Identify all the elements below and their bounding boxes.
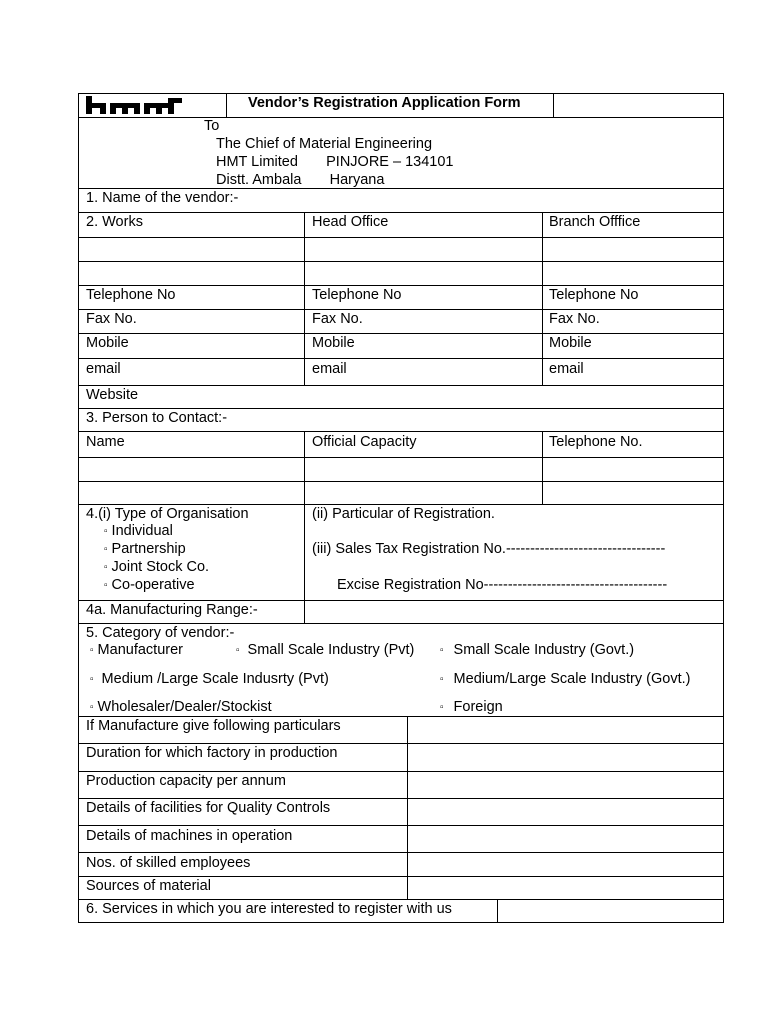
head-fax: Fax No. — [312, 311, 363, 327]
cat-foreign[interactable]: ▫ Foreign — [440, 699, 503, 715]
head-email: email — [312, 361, 347, 377]
table-row: If Manufacture give following particulars — [86, 718, 341, 734]
cat-mls-govt[interactable]: ▫ Medium/Large Scale Industry (Govt.) — [440, 671, 691, 687]
checkbox-icon: ▫ — [104, 526, 108, 537]
works-header: 2. Works — [86, 214, 143, 230]
contact-capacity-header: Official Capacity — [312, 434, 417, 450]
branch-telephone: Telephone No — [549, 287, 639, 303]
head-mobile: Mobile — [312, 335, 355, 351]
checkbox-icon: ▫ — [104, 580, 108, 591]
table-row: Production capacity per annum — [86, 773, 286, 789]
sales-tax-field[interactable]: (iii) Sales Tax Registration No.--------------------------------- — [312, 541, 666, 557]
address-line3: Distt. Ambala Haryana — [216, 172, 385, 188]
org-type-joint-stock[interactable]: ▫ Joint Stock Co. — [104, 559, 210, 575]
contact-label: 3. Person to Contact:- — [86, 410, 228, 426]
excise-field[interactable]: Excise Registration No-------------------------------------- — [337, 577, 668, 593]
address-to: To — [204, 118, 220, 134]
form-title: Vendor’s Registration Application Form — [248, 95, 521, 111]
works-fax: Fax No. — [86, 311, 137, 327]
checkbox-icon: ▫ — [90, 702, 94, 713]
checkbox-icon: ▫ — [440, 645, 444, 656]
website-label: Website — [86, 387, 139, 403]
vendor-category-label: 5. Category of vendor:- — [86, 625, 235, 641]
table-row: Details of facilities for Quality Controls — [86, 800, 331, 816]
services-label: 6. Services in which you are interested to register with us — [86, 901, 452, 917]
organisation-type-label: 4.(i) Type of Organisation — [86, 506, 249, 522]
checkbox-icon: ▫ — [440, 702, 444, 713]
works-telephone: Telephone No — [86, 287, 176, 303]
table-row: Sources of material — [86, 878, 211, 894]
cat-ssi-pvt[interactable]: ▫ Small Scale Industry (Pvt) — [236, 642, 415, 658]
head-telephone: Telephone No — [312, 287, 402, 303]
address-block — [78, 117, 724, 189]
branch-mobile: Mobile — [549, 335, 592, 351]
checkbox-icon: ▫ — [90, 674, 94, 685]
org-type-individual[interactable]: ▫ Individual — [104, 523, 173, 539]
branch-email: email — [549, 361, 584, 377]
works-email: email — [86, 361, 121, 377]
head-office-header: Head Office — [312, 214, 389, 230]
cat-mls-pvt[interactable]: ▫ Medium /Large Scale Indusrty (Pvt) — [90, 671, 329, 687]
branch-fax: Fax No. — [549, 311, 600, 327]
org-type-partnership[interactable]: ▫ Partnership — [104, 541, 186, 557]
address-line1: The Chief of Material Engineering — [216, 136, 433, 152]
cat-wholesaler[interactable]: ▫ Wholesaler/Dealer/Stockist — [90, 699, 272, 715]
org-type-cooperative[interactable]: ▫ Co-operative — [104, 577, 195, 593]
cat-ssi-govt[interactable]: ▫ Small Scale Industry (Govt.) — [440, 642, 635, 658]
website-row[interactable] — [78, 385, 724, 409]
manufacturing-range-label: 4a. Manufacturing Range:- — [86, 602, 258, 618]
works-mobile: Mobile — [86, 335, 129, 351]
checkbox-icon: ▫ — [440, 674, 444, 685]
checkbox-icon: ▫ — [104, 562, 108, 573]
registration-particular-label: (ii) Particular of Registration. — [312, 506, 495, 522]
checkbox-icon: ▫ — [90, 645, 94, 656]
table-row: Duration for which factory in production — [86, 745, 338, 761]
table-row: Details of machines in operation — [86, 828, 293, 844]
contact-name-header: Name — [86, 434, 125, 450]
contact-telephone-header: Telephone No. — [549, 434, 643, 450]
checkbox-icon: ▫ — [104, 544, 108, 555]
address-line2: HMT Limited PINJORE – 134101 — [216, 154, 454, 170]
hmt-logo — [86, 96, 182, 115]
vendor-name-label: 1. Name of the vendor:- — [86, 190, 239, 206]
cat-manufacturer[interactable]: ▫ Manufacturer — [90, 642, 183, 658]
branch-office-header: Branch Offfice — [549, 214, 641, 230]
table-row: Nos. of skilled employees — [86, 855, 251, 871]
checkbox-icon: ▫ — [236, 645, 240, 656]
